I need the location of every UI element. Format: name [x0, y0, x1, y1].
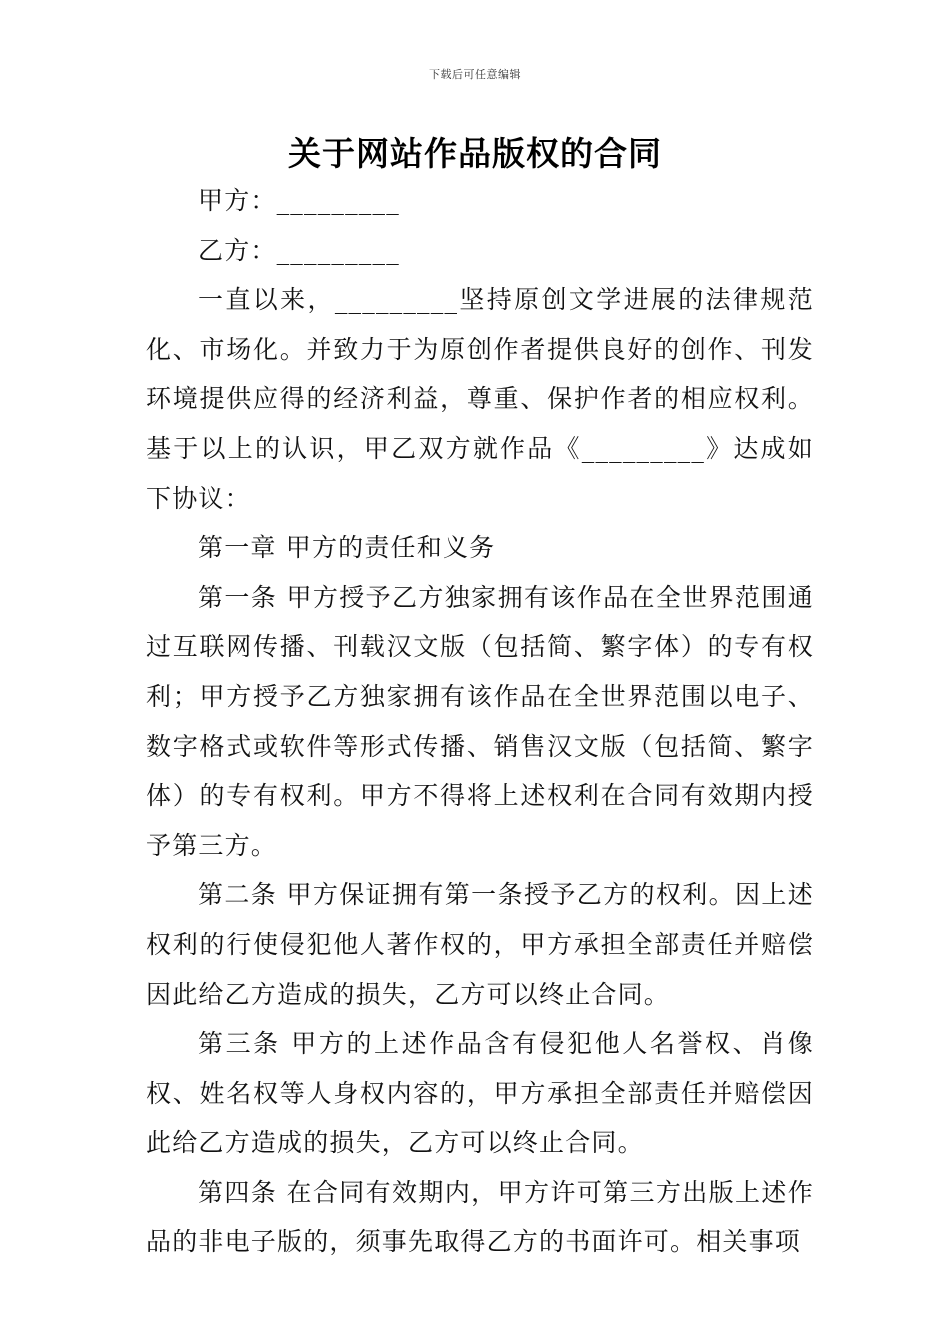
article-2-paragraph: 第二条 甲方保证拥有第一条授予乙方的权利。因上述权利的行使侵犯他人著作权的，甲方承担全部责任并赔偿因此给乙方造成的损失，乙方可以终止合同。	[146, 880, 814, 1009]
intro-paragraph: 一直以来，_________坚持原创文学进展的法律规范化、市场化。并致力于为原创作者提供良好的创作、刊发环境提供应得的经济利益，尊重、保护作者的相应权利。基于以上的认识，甲乙双方就作品《_________》达成如下协议：	[146, 285, 814, 513]
document-body	[146, 176, 814, 1267]
party-b-line: 乙方：_________	[198, 235, 400, 265]
document-title: 关于网站作品版权的合同	[288, 134, 662, 173]
party-a-line: 甲方：_________	[198, 186, 400, 215]
article-4-paragraph: 第四条 在合同有效期内，甲方许可第三方出版上述作品的非电子版的，须事先取得乙方的书面许可。相关事项	[146, 1177, 814, 1257]
header-note: 下载后可任意编辑	[429, 68, 521, 81]
chapter-heading: 第一章 甲方的责任和义务	[198, 533, 496, 563]
article-3-paragraph: 第三条 甲方的上述作品含有侵犯他人名誉权、肖像权、姓名权等人身权内容的，甲方承担全部责任并赔偿因此给乙方造成的损失，乙方可以终止合同。	[146, 1029, 814, 1158]
article-1-paragraph: 第一条 甲方授予乙方独家拥有该作品在全世界范围通过互联网传播、刊载汉文版（包括简、繁字体）的专有权利；甲方授予乙方独家拥有该作品在全世界范围以电子、数字格式或软件等形式传播、销售汉文版（包括简、繁字体）的专有权利。甲方不得将上述权利在合同有效期内授予第三方。	[146, 582, 814, 860]
